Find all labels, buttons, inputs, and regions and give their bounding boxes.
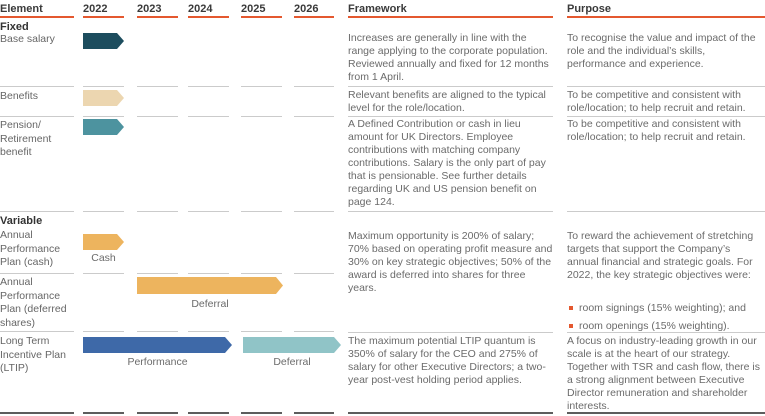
divider	[83, 86, 124, 87]
row-label-pension: Pension/ Retirement benefit	[0, 119, 52, 158]
row-label-ltip: Long Term Incentive Plan (LTIP)	[0, 335, 66, 374]
divider	[294, 211, 334, 212]
divider	[348, 86, 553, 87]
section-heading-variable: Variable	[0, 215, 43, 227]
divider	[0, 331, 74, 332]
bottom-divider	[241, 412, 282, 414]
bullet-item	[567, 302, 762, 315]
divider	[348, 332, 553, 333]
divider	[137, 211, 178, 212]
divider	[241, 86, 282, 87]
divider	[567, 332, 765, 333]
divider	[137, 331, 178, 332]
row-label-benefits: Benefits	[0, 90, 38, 102]
divider	[83, 273, 124, 274]
bullet-text: room openings (15% weighting).	[579, 320, 730, 332]
divider	[241, 331, 282, 332]
bullet-icon	[569, 324, 573, 328]
benefits-bar-2022	[83, 90, 124, 106]
purpose-benefits: To be competitive and consistent with role/location; to help recruit and retain.	[567, 89, 746, 114]
divider	[83, 116, 124, 117]
header-rule-2023	[137, 16, 178, 18]
header-rule-2022	[83, 16, 124, 18]
app-deferred-bar-label: Deferral	[191, 298, 229, 310]
divider	[137, 86, 178, 87]
header-rule-2026	[294, 16, 334, 18]
divider	[137, 116, 178, 117]
divider	[348, 116, 553, 117]
divider	[567, 116, 765, 117]
divider	[567, 211, 765, 212]
base-salary-bar-2022	[83, 33, 124, 49]
divider	[188, 116, 229, 117]
divider	[241, 211, 282, 212]
column-header-2026: 2026	[294, 3, 319, 15]
divider	[348, 211, 553, 212]
app-cash-bar-2022	[83, 234, 124, 250]
divider	[294, 331, 334, 332]
pension-bar-2022	[83, 119, 124, 135]
bottom-divider	[0, 412, 74, 414]
divider	[567, 86, 765, 87]
divider	[188, 211, 229, 212]
divider	[294, 86, 334, 87]
column-header-2023: 2023	[137, 3, 162, 15]
ltip-deferral-bar-label: Deferral	[273, 356, 311, 368]
divider	[0, 273, 74, 274]
bottom-divider	[137, 412, 178, 414]
framework-pension: A Defined Contribution or cash in lieu amount for UK Directors. Employee contributions with matching company contributions. Salary is the only part of pay that is pensionable. See further details regarding UK and US pension benefit on page 124.	[348, 118, 546, 208]
purpose-pension: To be competitive and consistent with role/location; to help recruit and retain.	[567, 118, 746, 143]
column-header-2022: 2022	[83, 3, 108, 15]
divider	[294, 273, 334, 274]
ltip-performance-bar-label: Performance	[127, 356, 188, 368]
header-rule-purpose	[567, 16, 765, 18]
header-rule-2025	[241, 16, 282, 18]
ltip-performance-bar-2022-2024	[83, 337, 232, 353]
row-label-base-salary: Base salary	[0, 33, 55, 45]
app-deferred-bar-2023-2025	[137, 277, 283, 294]
bottom-divider	[294, 412, 334, 414]
column-header-2024: 2024	[188, 3, 213, 15]
divider	[83, 211, 124, 212]
column-header-purpose: Purpose	[567, 3, 612, 15]
divider	[137, 273, 178, 274]
bottom-divider	[188, 412, 229, 414]
header-rule-framework	[348, 16, 553, 18]
section-heading-fixed: Fixed	[0, 21, 29, 33]
bottom-divider	[348, 412, 553, 414]
divider	[241, 116, 282, 117]
bullet-icon	[569, 306, 573, 310]
divider	[241, 273, 282, 274]
purpose-app-cash: To reward the achievement of stretching targets that support the Company’s annual financial and strategic goals. For 2022, the key strategic objectives were:	[567, 230, 754, 281]
purpose-base-salary: To recognise the value and impact of the role and the individual’s skills, performance and experience.	[567, 32, 756, 70]
divider	[294, 116, 334, 117]
purpose-ltip: A focus on industry-leading growth in our scale is at the heart of our strategy. Together with TSR and cash flow, there is a strong alignment between Executive Director remuneration and shareholder interests.	[567, 335, 760, 412]
divider	[0, 211, 74, 212]
app-cash-bar-label: Cash	[91, 252, 116, 264]
divider	[83, 331, 124, 332]
column-header-2025: 2025	[241, 3, 266, 15]
row-label-app-deferred: Annual Performance Plan (deferred shares)	[0, 276, 67, 329]
column-header-framework: Framework	[348, 3, 407, 15]
bullet-text: room signings (15% weighting); and	[579, 302, 746, 314]
divider	[188, 86, 229, 87]
framework-benefits: Relevant benefits are aligned to the typical level for the role/location.	[348, 89, 546, 114]
header-rule-2024	[188, 16, 229, 18]
row-label-app-cash: Annual Performance Plan (cash)	[0, 229, 61, 268]
column-header-element: Element	[0, 3, 43, 15]
divider	[0, 116, 74, 117]
divider	[188, 273, 229, 274]
framework-app-cash: Maximum opportunity is 200% of salary; 70% based on operating profit measure and 30% on key strategic objectives; 50% of the award is deferred into shares for three years.	[348, 230, 553, 294]
ltip-deferral-bar-2025-2026	[243, 337, 341, 353]
divider	[0, 86, 74, 87]
bottom-divider	[567, 412, 765, 414]
divider	[188, 331, 229, 332]
framework-base-salary: Increases are generally in line with the range applying to the corporate population. Reviewed annually and fixed for 12 months from 1 April.	[348, 32, 549, 83]
framework-ltip: The maximum potential LTIP quantum is 350% of salary for the CEO and 275% of salary for other Executive Directors; a two-year post-vest holding period applies.	[348, 335, 546, 386]
header-rule-element	[0, 16, 74, 18]
bottom-divider	[83, 412, 124, 414]
